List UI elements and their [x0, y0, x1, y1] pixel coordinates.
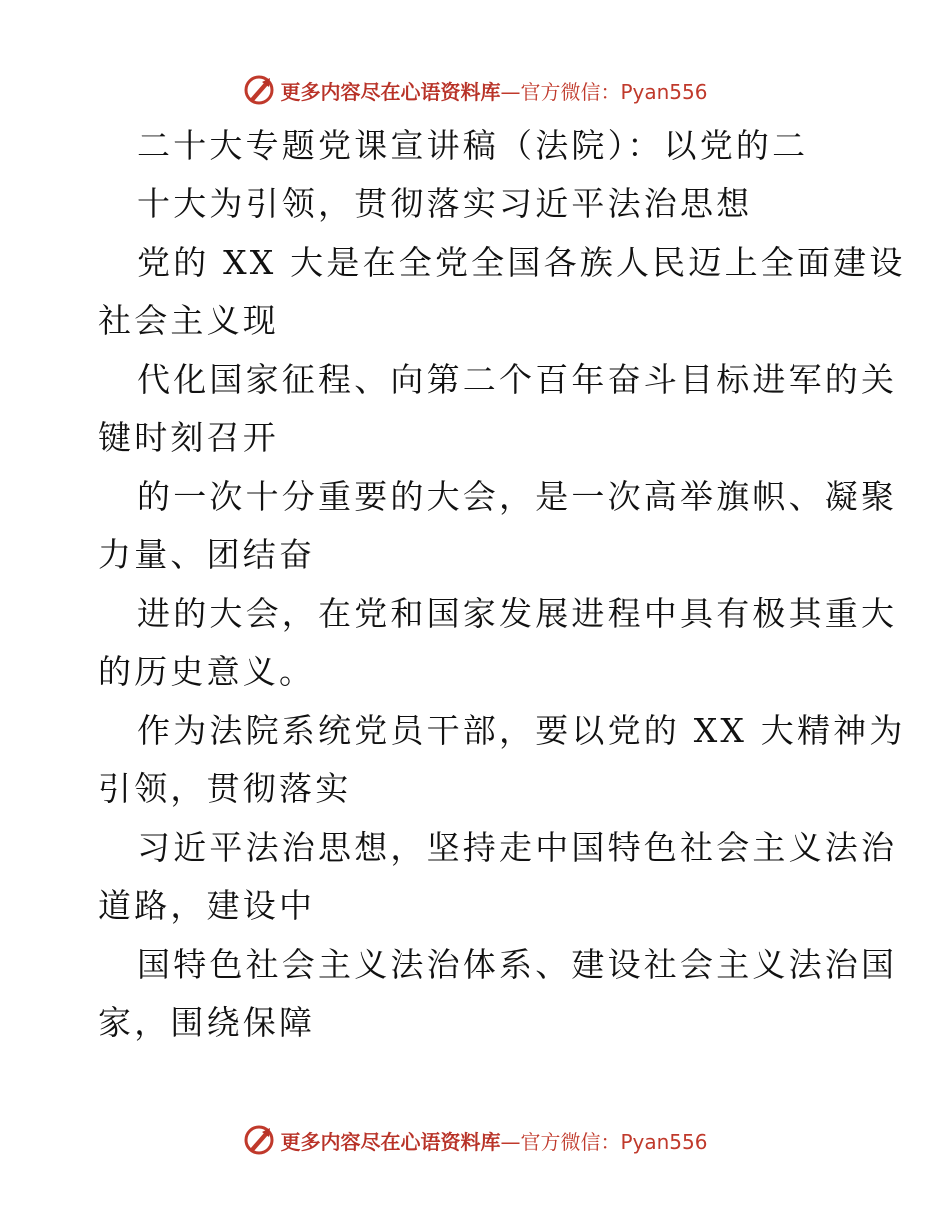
paragraph-line: 的一次十分重要的大会，是一次高举旗帜、凝聚	[137, 477, 898, 516]
paragraph-line: 党的 XX 大是在全党全国各族人民迈上全面建设	[137, 243, 906, 282]
header-banner-sub: 官方微信：Pyan556	[520, 79, 708, 104]
footer-banner-dash: —	[500, 1129, 521, 1154]
paragraph-line: 家，围绕保障	[98, 1003, 316, 1042]
footer-watermark-banner	[0, 1120, 950, 1160]
footer-banner-sub: 官方微信：Pyan556	[520, 1129, 708, 1154]
paragraph-line: 道路，建设中	[98, 886, 316, 925]
paragraph-line: 习近平法治思想，坚持走中国特色社会主义法治	[137, 828, 898, 867]
paragraph-line: 的历史意义。	[98, 652, 316, 691]
footer-banner-main: 更多内容尽在心语资料库	[280, 1129, 501, 1154]
paragraph-line: 国特色社会主义法治体系、建设社会主义法治国	[137, 945, 898, 984]
header-watermark-banner	[0, 70, 950, 110]
paragraph-line: 力量、团结奋	[98, 535, 316, 574]
title-line-2: 十大为引领，贯彻落实习近平法治思想	[137, 184, 753, 223]
title-line-1: 二十大专题党课宣讲稿（法院）：以党的二	[137, 126, 809, 165]
paragraph-line: 作为法院系统党员干部，要以党的 XX 大精神为	[137, 711, 906, 750]
header-banner-dash: —	[500, 79, 521, 104]
paragraph-line: 引领，贯彻落实	[98, 769, 352, 808]
footer-banner-text	[280, 1126, 707, 1155]
header-banner-main: 更多内容尽在心语资料库	[280, 79, 501, 104]
header-banner-text	[280, 76, 707, 105]
paragraph-line: 进的大会，在党和国家发展进程中具有极其重大	[137, 594, 898, 633]
pen-logo-icon	[242, 1123, 276, 1157]
paragraph-line: 键时刻召开	[98, 418, 279, 457]
paragraph-line: 代化国家征程、向第二个百年奋斗目标进军的关	[137, 360, 898, 399]
paragraph-line: 社会主义现	[98, 301, 279, 340]
pen-logo-icon	[242, 73, 276, 107]
